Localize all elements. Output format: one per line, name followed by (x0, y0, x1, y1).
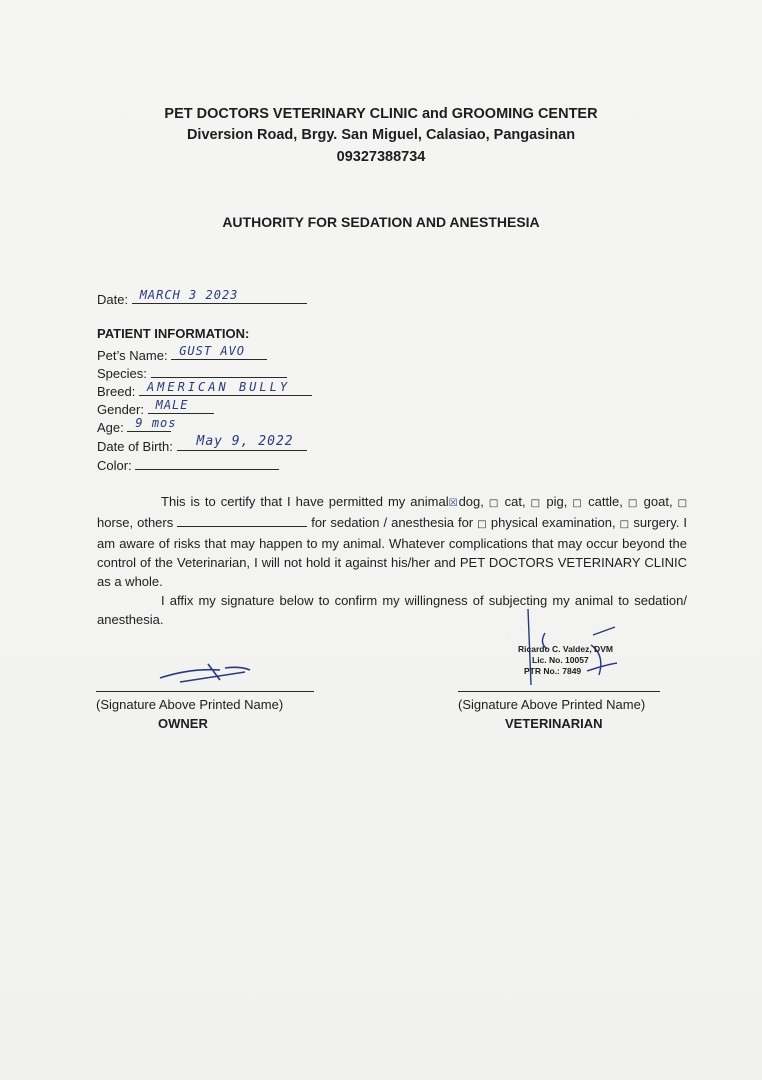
surgery-text: surgery. I am aware of risks that may happen to my animal. Whatever complications that may occur beyond the control of the Veterinarian, I will not hold it against his/her and PET DOCTORS VETERINARY CLINIC as a whole. (97, 515, 687, 589)
age-value: 9 mos (135, 416, 177, 430)
owner-signature-line[interactable] (96, 691, 314, 692)
cattle-checkbox[interactable]: □ (572, 498, 584, 509)
breed-row (97, 381, 312, 399)
exam-label: physical examination, (486, 515, 616, 530)
gender-label: Gender: (97, 402, 144, 417)
owner-signature-scribble (150, 660, 260, 690)
dob-value: May 9, 2022 (196, 434, 294, 449)
species-row (97, 363, 287, 381)
clinic-phone: 09327388734 (336, 149, 426, 165)
breed-field[interactable] (139, 381, 312, 396)
date-value: MARCH 3 2023 (139, 288, 239, 302)
date-field[interactable] (132, 289, 307, 304)
species-field[interactable] (151, 363, 287, 378)
color-row (97, 455, 279, 473)
document-title: AUTHORITY FOR SEDATION AND ANESTHESIA (222, 214, 540, 230)
gender-row (97, 399, 214, 417)
vet-stamp-name: Ricardo C. Valdez, DVM (518, 644, 613, 654)
goat-label: goat, (638, 494, 673, 509)
horse-checkbox[interactable]: □ (677, 498, 688, 509)
gender-value: MALE (155, 398, 189, 412)
age-row (97, 416, 177, 435)
species-label: Species: (97, 366, 147, 381)
date-row (97, 289, 307, 307)
clinic-name: PET DOCTORS VETERINARY CLINIC and GROOMING CENTER (164, 106, 598, 122)
age-label: Age: (97, 420, 124, 435)
exam-checkbox[interactable]: □ (477, 519, 487, 530)
dog-label: dog, (458, 494, 489, 509)
affix-paragraph: I affix my signature below to confirm my willingness of subjecting my animal to sedation/ anesthesia. (97, 593, 687, 627)
color-field[interactable] (135, 455, 279, 470)
vet-stamp-license: Lic. No. 10057 (532, 655, 589, 665)
dob-field[interactable] (177, 436, 307, 451)
vet-stamp-ptr: PTR No.: 7849 (524, 666, 582, 676)
owner-signature-caption: (Signature Above Printed Name) (96, 697, 284, 712)
clinic-address: Diversion Road, Brgy. San Miguel, Calasiao, Pangasinan (186, 127, 576, 143)
breed-value: AMERICAN BULLY (146, 380, 291, 394)
color-label: Color: (97, 458, 132, 473)
patient-info-heading: PATIENT INFORMATION: (97, 326, 250, 341)
breed-label: Breed: (97, 384, 136, 399)
pig-label: pig, (541, 494, 573, 509)
gender-field[interactable] (148, 399, 214, 414)
vet-signature-caption: (Signature Above Printed Name) (458, 697, 646, 712)
pig-checkbox[interactable]: □ (530, 498, 542, 509)
horse-label: horse, others (97, 515, 174, 530)
pet-name-field[interactable] (171, 345, 267, 360)
vet-signature-line[interactable] (458, 691, 660, 692)
pet-name-label: Pet’s Name: (97, 348, 168, 363)
owner-role: OWNER (158, 716, 208, 731)
dob-label: Date of Birth: (97, 439, 173, 454)
consent-text-1: This is to certify that I have permitted my animal (161, 494, 449, 509)
vet-stamp (518, 644, 613, 677)
cattle-label: cattle, (583, 494, 628, 509)
cat-checkbox[interactable]: □ (488, 498, 500, 509)
goat-checkbox[interactable]: □ (627, 498, 639, 509)
cat-label: cat, (499, 494, 531, 509)
date-label: Date: (97, 292, 129, 307)
pet-name-row (97, 345, 267, 363)
pet-name-value: GUST AVO (179, 344, 245, 358)
others-field[interactable] (177, 514, 307, 527)
age-field[interactable] (127, 416, 177, 432)
dog-checkbox-checked[interactable]: ☒ (448, 498, 459, 509)
surgery-checkbox[interactable]: □ (619, 519, 630, 530)
dob-row (97, 436, 307, 454)
vet-role: VETERINARIAN (505, 716, 603, 731)
purpose-label: for sedation / anesthesia for (307, 515, 478, 530)
